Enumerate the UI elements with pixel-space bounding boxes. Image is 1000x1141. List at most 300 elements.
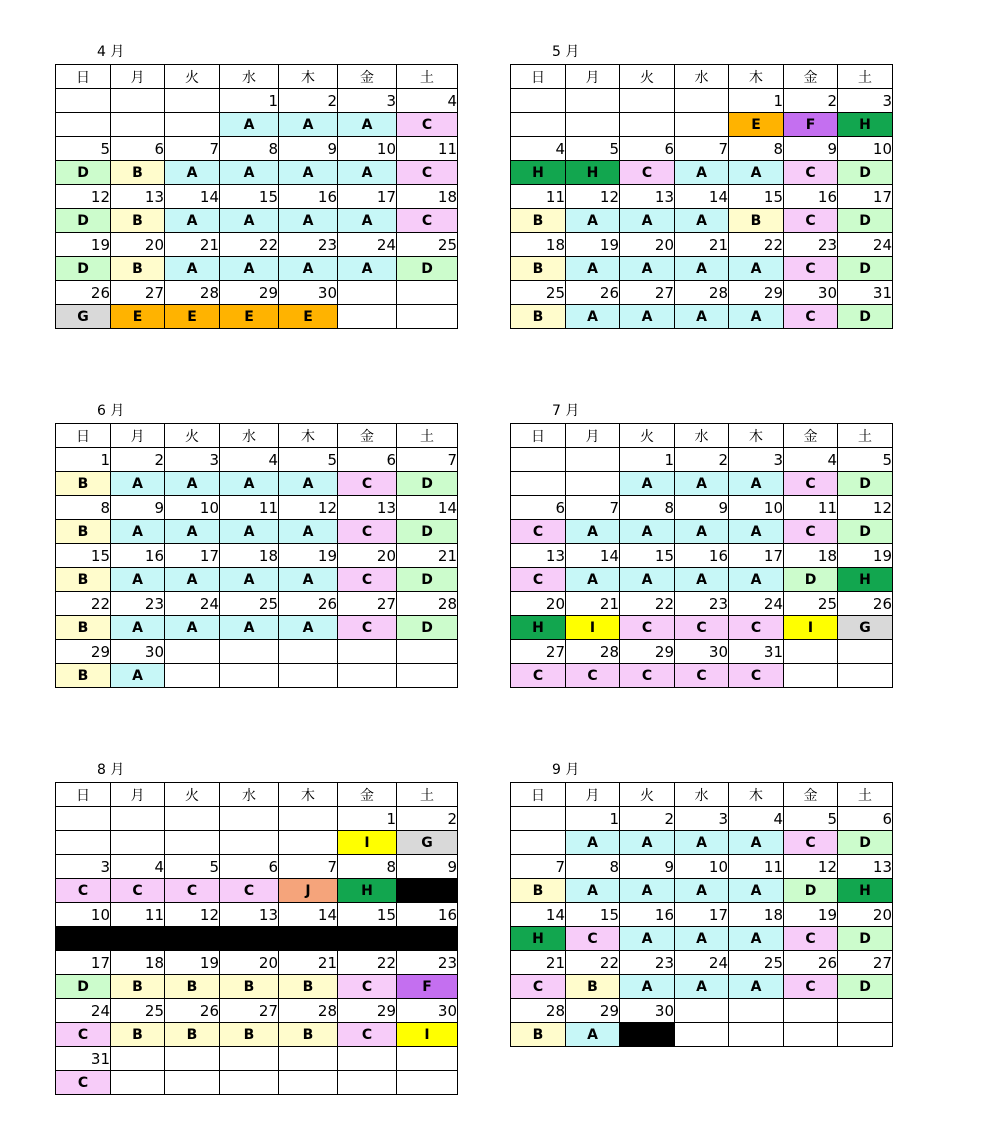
- date-cell: 8: [56, 496, 111, 520]
- shift-cell: A: [620, 305, 675, 329]
- date-cell: 7: [511, 855, 566, 879]
- date-cell: 11: [397, 137, 458, 161]
- date-row: [511, 544, 893, 568]
- shift-cell: B: [111, 1023, 165, 1047]
- shift-cell: A: [279, 209, 338, 233]
- empty-cell: [279, 1047, 338, 1071]
- date-cell: 7: [165, 137, 220, 161]
- shift-cell: A: [220, 616, 279, 640]
- date-cell: 8: [220, 137, 279, 161]
- date-cell: 20: [338, 544, 397, 568]
- date-cell: 20: [511, 592, 566, 616]
- empty-cell: [165, 1071, 220, 1095]
- weekday-header: 日: [511, 783, 566, 807]
- empty-cell: [165, 640, 220, 664]
- date-row: [56, 544, 458, 568]
- date-cell: 28: [279, 999, 338, 1023]
- weekday-header-row: [511, 783, 893, 807]
- date-cell: 6: [620, 137, 675, 161]
- date-cell: 6: [338, 448, 397, 472]
- empty-cell: [220, 640, 279, 664]
- month-title: 9 月: [552, 762, 580, 778]
- shift-cell: A: [165, 209, 220, 233]
- date-cell: 22: [729, 233, 784, 257]
- shift-row: [511, 472, 893, 496]
- shift-cell: [165, 927, 220, 951]
- date-cell: 11: [220, 496, 279, 520]
- shift-cell: H: [511, 616, 566, 640]
- date-cell: 13: [511, 544, 566, 568]
- empty-cell: [220, 1071, 279, 1095]
- date-cell: 24: [56, 999, 111, 1023]
- shift-cell: D: [56, 975, 111, 999]
- shift-cell: A: [111, 472, 165, 496]
- shift-cell: D: [838, 209, 893, 233]
- shift-cell: A: [220, 113, 279, 137]
- shift-cell: B: [111, 209, 165, 233]
- empty-cell: [56, 113, 111, 137]
- shift-cell: [111, 927, 165, 951]
- date-cell: 26: [165, 999, 220, 1023]
- empty-cell: [165, 89, 220, 113]
- weekday-header: 金: [784, 424, 838, 448]
- date-cell: 2: [397, 807, 458, 831]
- weekday-header: 木: [729, 783, 784, 807]
- shift-row: [56, 305, 458, 329]
- month-table: [510, 782, 893, 1047]
- empty-cell: [838, 640, 893, 664]
- shift-cell: B: [111, 161, 165, 185]
- empty-cell: [397, 305, 458, 329]
- shift-cell: [620, 1023, 675, 1047]
- shift-cell: H: [838, 879, 893, 903]
- date-cell: 17: [838, 185, 893, 209]
- shift-cell: A: [675, 975, 729, 999]
- shift-cell: A: [111, 664, 165, 688]
- weekday-header: 火: [620, 783, 675, 807]
- shift-row: [56, 1023, 458, 1047]
- empty-cell: [511, 448, 566, 472]
- shift-cell: A: [620, 568, 675, 592]
- shift-cell: A: [566, 879, 620, 903]
- empty-cell: [397, 1047, 458, 1071]
- empty-cell: [279, 831, 338, 855]
- weekday-header: 土: [838, 783, 893, 807]
- date-cell: 2: [675, 448, 729, 472]
- date-cell: 30: [784, 281, 838, 305]
- empty-cell: [279, 640, 338, 664]
- shift-cell: C: [511, 520, 566, 544]
- month-calendar: [510, 403, 893, 688]
- date-cell: 31: [56, 1047, 111, 1071]
- date-cell: 9: [620, 855, 675, 879]
- date-cell: 28: [675, 281, 729, 305]
- date-cell: 23: [397, 951, 458, 975]
- shift-cell: B: [729, 209, 784, 233]
- empty-cell: [511, 89, 566, 113]
- shift-cell: C: [111, 879, 165, 903]
- date-cell: 7: [397, 448, 458, 472]
- shift-cell: A: [675, 568, 729, 592]
- shift-cell: A: [675, 161, 729, 185]
- shift-row: [511, 113, 893, 137]
- shift-cell: A: [338, 113, 397, 137]
- shift-cell: F: [784, 113, 838, 137]
- weekday-header: 日: [511, 65, 566, 89]
- month-calendar: [55, 44, 458, 329]
- date-cell: 28: [566, 640, 620, 664]
- date-row: [56, 1047, 458, 1071]
- date-cell: 27: [511, 640, 566, 664]
- shift-cell: B: [56, 664, 111, 688]
- date-cell: 20: [838, 903, 893, 927]
- shift-cell: A: [675, 305, 729, 329]
- date-cell: 3: [165, 448, 220, 472]
- weekday-header: 木: [279, 65, 338, 89]
- shift-cell: A: [566, 520, 620, 544]
- date-cell: 23: [279, 233, 338, 257]
- weekday-header: 土: [397, 424, 458, 448]
- empty-cell: [165, 831, 220, 855]
- shift-cell: A: [675, 879, 729, 903]
- shift-cell: D: [56, 257, 111, 281]
- shift-cell: A: [675, 831, 729, 855]
- shift-cell: A: [620, 879, 675, 903]
- weekday-header: 金: [338, 65, 397, 89]
- date-cell: 11: [729, 855, 784, 879]
- empty-cell: [729, 999, 784, 1023]
- shift-cell: B: [111, 975, 165, 999]
- weekday-header: 土: [838, 65, 893, 89]
- shift-cell: C: [784, 257, 838, 281]
- empty-cell: [838, 999, 893, 1023]
- shift-cell: B: [56, 520, 111, 544]
- empty-cell: [279, 664, 338, 688]
- date-row: [511, 137, 893, 161]
- shift-cell: D: [397, 257, 458, 281]
- date-cell: 11: [784, 496, 838, 520]
- shift-cell: C: [338, 472, 397, 496]
- shift-cell: C: [675, 616, 729, 640]
- date-cell: 26: [566, 281, 620, 305]
- date-cell: 3: [675, 807, 729, 831]
- shift-row: [56, 209, 458, 233]
- date-cell: 20: [111, 233, 165, 257]
- empty-cell: [511, 113, 566, 137]
- date-cell: 1: [338, 807, 397, 831]
- date-cell: 15: [620, 544, 675, 568]
- date-cell: 19: [566, 233, 620, 257]
- date-cell: 22: [620, 592, 675, 616]
- shift-cell: A: [566, 831, 620, 855]
- month-calendar: [510, 44, 893, 329]
- shift-cell: C: [338, 975, 397, 999]
- weekday-header: 月: [111, 424, 165, 448]
- date-cell: 8: [729, 137, 784, 161]
- shift-cell: C: [784, 975, 838, 999]
- shift-cell: F: [397, 975, 458, 999]
- date-cell: 3: [729, 448, 784, 472]
- date-cell: 4: [729, 807, 784, 831]
- shift-cell: I: [397, 1023, 458, 1047]
- date-row: [511, 903, 893, 927]
- date-cell: 9: [111, 496, 165, 520]
- shift-cell: A: [620, 520, 675, 544]
- shift-cell: B: [165, 1023, 220, 1047]
- shift-cell: D: [397, 472, 458, 496]
- shift-cell: A: [279, 257, 338, 281]
- date-row: [56, 903, 458, 927]
- shift-cell: C: [784, 927, 838, 951]
- shift-row: [511, 831, 893, 855]
- weekday-header: 月: [566, 65, 620, 89]
- date-cell: 24: [729, 592, 784, 616]
- empty-cell: [111, 831, 165, 855]
- shift-cell: D: [838, 831, 893, 855]
- date-row: [511, 951, 893, 975]
- date-cell: 10: [729, 496, 784, 520]
- shift-cell: B: [511, 1023, 566, 1047]
- date-cell: 4: [397, 89, 458, 113]
- date-cell: 3: [56, 855, 111, 879]
- shift-cell: B: [56, 568, 111, 592]
- date-cell: 12: [566, 185, 620, 209]
- weekday-header: 木: [279, 783, 338, 807]
- weekday-header: 土: [397, 65, 458, 89]
- empty-cell: [397, 664, 458, 688]
- date-cell: 19: [56, 233, 111, 257]
- shift-row: [511, 520, 893, 544]
- weekday-header-row: [511, 65, 893, 89]
- empty-cell: [56, 89, 111, 113]
- date-cell: 19: [165, 951, 220, 975]
- shift-cell: A: [279, 113, 338, 137]
- shift-row: [56, 257, 458, 281]
- shift-cell: A: [220, 472, 279, 496]
- date-cell: 25: [511, 281, 566, 305]
- date-cell: 17: [675, 903, 729, 927]
- date-cell: 18: [729, 903, 784, 927]
- date-cell: 28: [165, 281, 220, 305]
- shift-cell: H: [838, 113, 893, 137]
- shift-cell: [397, 879, 458, 903]
- empty-cell: [220, 1047, 279, 1071]
- date-cell: 27: [220, 999, 279, 1023]
- shift-row: [511, 209, 893, 233]
- empty-cell: [338, 640, 397, 664]
- weekday-header-row: [56, 65, 458, 89]
- date-cell: 17: [165, 544, 220, 568]
- date-cell: 4: [111, 855, 165, 879]
- shift-cell: C: [397, 209, 458, 233]
- shift-cell: D: [397, 616, 458, 640]
- shift-cell: C: [511, 975, 566, 999]
- empty-cell: [675, 89, 729, 113]
- shift-cell: C: [56, 1023, 111, 1047]
- shift-row: [511, 616, 893, 640]
- shift-cell: A: [729, 568, 784, 592]
- weekday-header: 月: [566, 424, 620, 448]
- date-cell: 2: [111, 448, 165, 472]
- empty-cell: [111, 1071, 165, 1095]
- shift-cell: A: [566, 257, 620, 281]
- shift-cell: C: [784, 305, 838, 329]
- date-row: [56, 448, 458, 472]
- weekday-header-row: [511, 424, 893, 448]
- date-cell: 25: [397, 233, 458, 257]
- date-row: [56, 137, 458, 161]
- shift-cell: C: [338, 568, 397, 592]
- date-cell: 3: [338, 89, 397, 113]
- shift-cell: A: [220, 257, 279, 281]
- shift-cell: A: [566, 568, 620, 592]
- date-row: [511, 233, 893, 257]
- date-cell: 5: [165, 855, 220, 879]
- month-table: [55, 64, 458, 329]
- date-cell: 2: [279, 89, 338, 113]
- date-cell: 6: [220, 855, 279, 879]
- shift-cell: A: [165, 161, 220, 185]
- weekday-header: 金: [338, 783, 397, 807]
- date-cell: 16: [784, 185, 838, 209]
- date-cell: 1: [729, 89, 784, 113]
- shift-cell: A: [338, 161, 397, 185]
- date-cell: 6: [838, 807, 893, 831]
- shift-cell: A: [279, 568, 338, 592]
- shift-cell: E: [220, 305, 279, 329]
- empty-cell: [220, 807, 279, 831]
- shift-cell: C: [729, 664, 784, 688]
- shift-cell: H: [566, 161, 620, 185]
- date-cell: 16: [397, 903, 458, 927]
- date-cell: 21: [675, 233, 729, 257]
- month-title: 6 月: [97, 403, 125, 419]
- date-cell: 26: [838, 592, 893, 616]
- month-table: [55, 423, 458, 688]
- date-row: [511, 185, 893, 209]
- date-cell: 15: [56, 544, 111, 568]
- empty-cell: [220, 664, 279, 688]
- shift-row: [511, 664, 893, 688]
- empty-cell: [566, 472, 620, 496]
- shift-cell: C: [397, 161, 458, 185]
- date-cell: 27: [620, 281, 675, 305]
- shift-cell: B: [56, 472, 111, 496]
- shift-cell: C: [338, 616, 397, 640]
- empty-cell: [397, 640, 458, 664]
- date-cell: 18: [397, 185, 458, 209]
- empty-cell: [56, 807, 111, 831]
- shift-cell: A: [165, 616, 220, 640]
- weekday-header: 水: [675, 65, 729, 89]
- weekday-header: 日: [56, 65, 111, 89]
- shift-cell: B: [165, 975, 220, 999]
- empty-cell: [620, 89, 675, 113]
- shift-cell: C: [784, 161, 838, 185]
- shift-cell: A: [729, 879, 784, 903]
- date-cell: 1: [620, 448, 675, 472]
- shift-cell: E: [165, 305, 220, 329]
- shift-cell: D: [397, 568, 458, 592]
- weekday-header: 火: [620, 65, 675, 89]
- shift-cell: B: [511, 257, 566, 281]
- date-cell: 16: [111, 544, 165, 568]
- date-row: [511, 592, 893, 616]
- shift-cell: A: [220, 520, 279, 544]
- shift-cell: C: [338, 1023, 397, 1047]
- empty-cell: [397, 281, 458, 305]
- shift-cell: A: [220, 568, 279, 592]
- date-cell: 30: [279, 281, 338, 305]
- date-cell: 10: [838, 137, 893, 161]
- shift-cell: C: [338, 520, 397, 544]
- shift-cell: B: [111, 257, 165, 281]
- empty-cell: [397, 1071, 458, 1095]
- weekday-header: 金: [784, 65, 838, 89]
- date-cell: 30: [111, 640, 165, 664]
- empty-cell: [620, 113, 675, 137]
- date-cell: 18: [511, 233, 566, 257]
- date-cell: 21: [511, 951, 566, 975]
- date-cell: 5: [279, 448, 338, 472]
- date-cell: 7: [566, 496, 620, 520]
- month-title: 8 月: [97, 762, 125, 778]
- date-row: [56, 496, 458, 520]
- shift-row: [56, 664, 458, 688]
- date-cell: 25: [784, 592, 838, 616]
- date-cell: 22: [338, 951, 397, 975]
- date-cell: 26: [784, 951, 838, 975]
- shift-cell: A: [165, 257, 220, 281]
- date-cell: 21: [279, 951, 338, 975]
- shift-cell: A: [620, 209, 675, 233]
- shift-cell: D: [838, 472, 893, 496]
- date-row: [56, 855, 458, 879]
- date-cell: 10: [338, 137, 397, 161]
- date-cell: 17: [56, 951, 111, 975]
- date-row: [511, 281, 893, 305]
- date-cell: 29: [338, 999, 397, 1023]
- shift-cell: A: [279, 616, 338, 640]
- empty-cell: [838, 664, 893, 688]
- date-cell: 13: [838, 855, 893, 879]
- date-cell: 5: [566, 137, 620, 161]
- empty-cell: [111, 89, 165, 113]
- weekday-header: 木: [729, 65, 784, 89]
- date-cell: 22: [56, 592, 111, 616]
- date-cell: 24: [165, 592, 220, 616]
- date-cell: 2: [620, 807, 675, 831]
- date-cell: 5: [838, 448, 893, 472]
- shift-cell: A: [729, 520, 784, 544]
- month-title: 4 月: [97, 44, 125, 60]
- date-cell: 1: [566, 807, 620, 831]
- date-cell: 25: [111, 999, 165, 1023]
- weekday-header: 日: [511, 424, 566, 448]
- date-cell: 1: [56, 448, 111, 472]
- date-cell: 27: [338, 592, 397, 616]
- shift-cell: B: [279, 975, 338, 999]
- empty-cell: [165, 1047, 220, 1071]
- weekday-header: 月: [111, 65, 165, 89]
- weekday-header: 木: [279, 424, 338, 448]
- shift-cell: A: [675, 257, 729, 281]
- shift-cell: A: [675, 927, 729, 951]
- empty-cell: [784, 640, 838, 664]
- shift-cell: D: [838, 161, 893, 185]
- shift-cell: A: [165, 568, 220, 592]
- date-cell: 20: [220, 951, 279, 975]
